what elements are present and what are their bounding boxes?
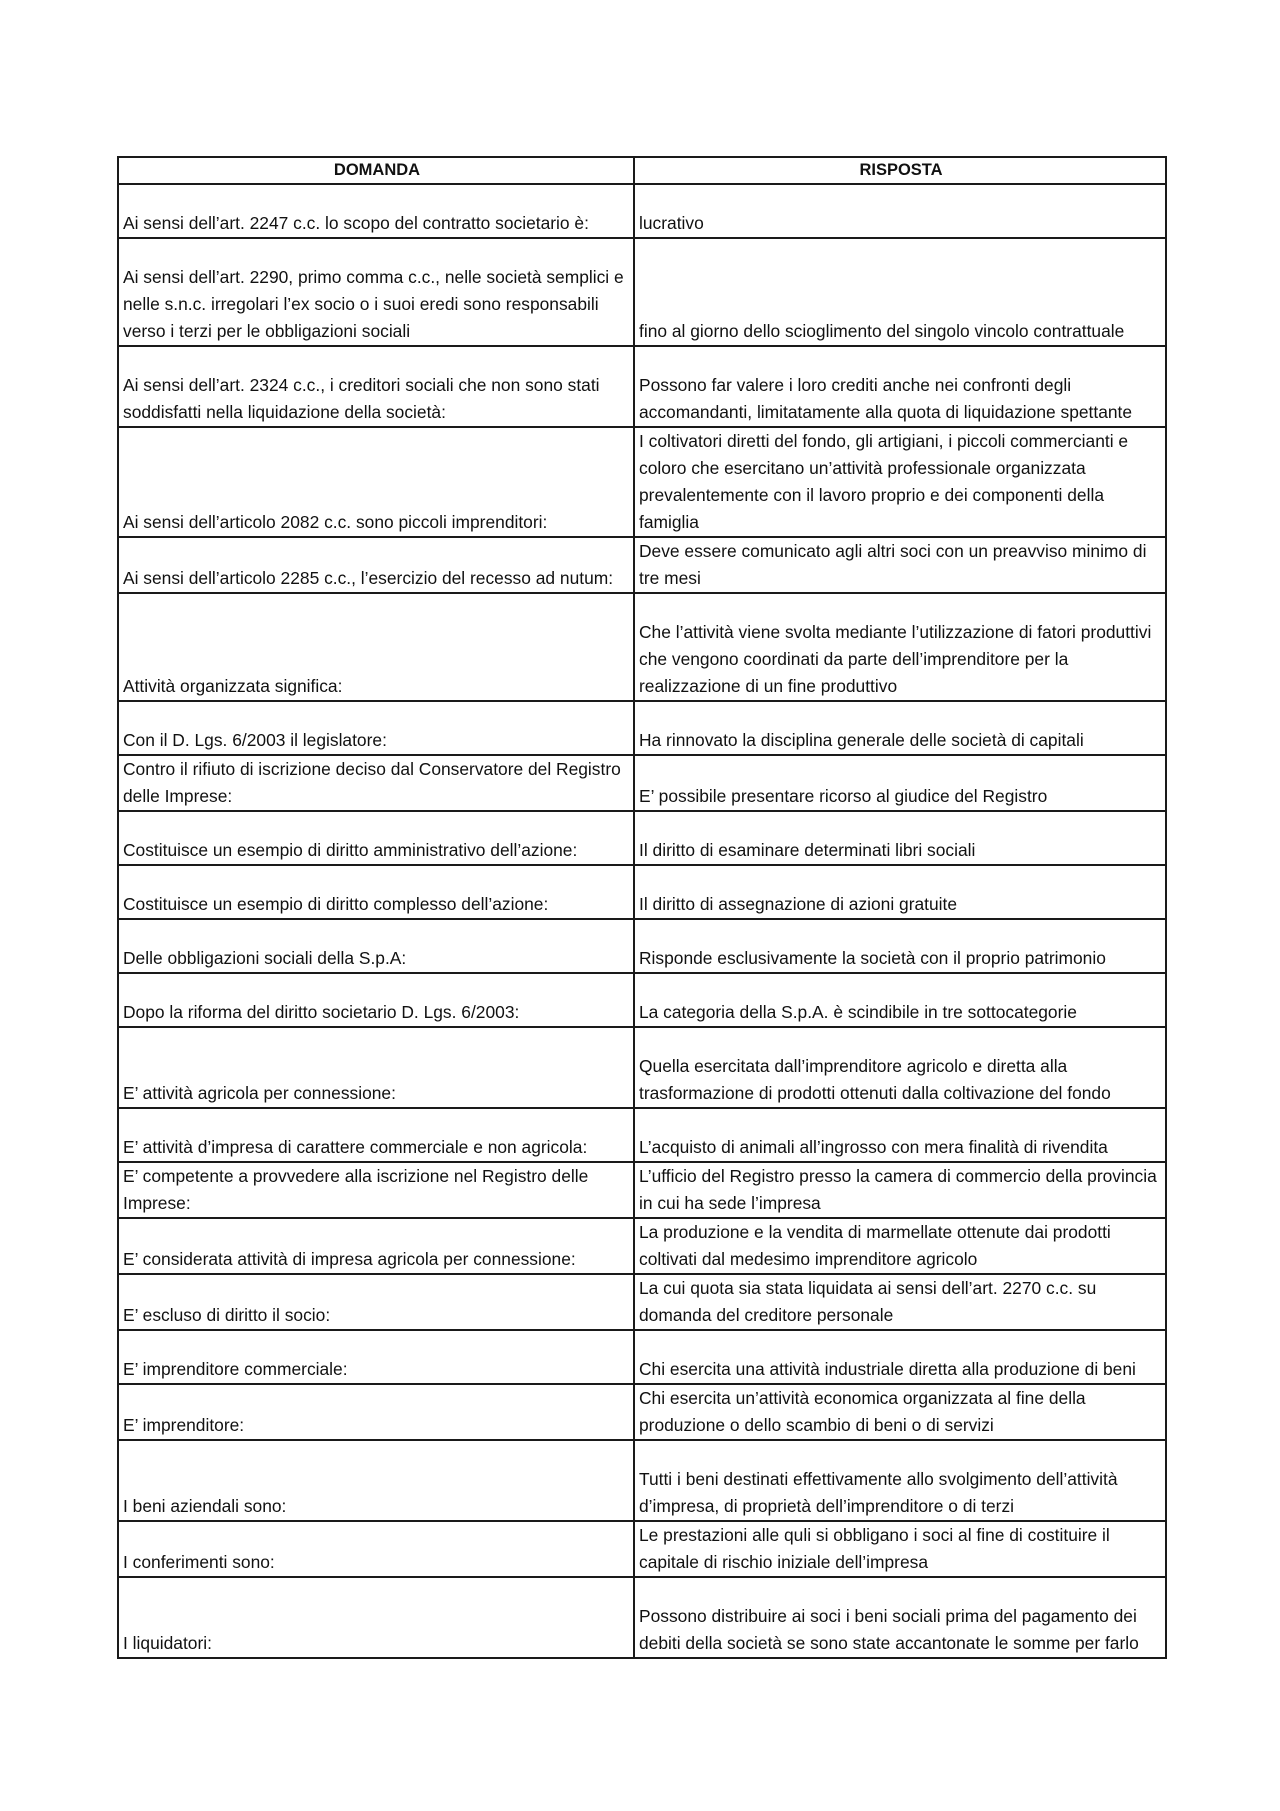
header-row (118, 157, 1166, 184)
question-cell: E’ attività agricola per connessione: (118, 1027, 634, 1108)
answer-cell: Deve essere comunicato agli altri soci con un preavviso minimo di tre mesi (634, 537, 1166, 593)
table-row (118, 346, 1166, 427)
table-row (118, 755, 1166, 811)
table-row (118, 1108, 1166, 1162)
answer-cell: lucrativo (634, 184, 1166, 238)
question-cell: Costituisce un esempio di diritto amministrativo dell’azione: (118, 811, 634, 865)
answer-cell: Ha rinnovato la disciplina generale delle società di capitali (634, 701, 1166, 755)
answer-cell: Il diritto di assegnazione di azioni gratuite (634, 865, 1166, 919)
question-cell: Costituisce un esempio di diritto complesso dell’azione: (118, 865, 634, 919)
answer-cell: Quella esercitata dall’imprenditore agricolo e diretta alla trasformazione di prodotti ottenuti dalla coltivazione del fondo (634, 1027, 1166, 1108)
table-row (118, 1384, 1166, 1440)
table-row (118, 537, 1166, 593)
answer-cell: E’ possibile presentare ricorso al giudice del Registro (634, 755, 1166, 811)
table-row (118, 1521, 1166, 1577)
question-cell: E’ considerata attività di impresa agricola per connessione: (118, 1218, 634, 1274)
table-row (118, 1274, 1166, 1330)
question-cell: E’ escluso di diritto il socio: (118, 1274, 634, 1330)
answer-cell: La produzione e la vendita di marmellate ottenute dai prodotti coltivati dal medesimo imprenditore agricolo (634, 1218, 1166, 1274)
question-cell: E’ competente a provvedere alla iscrizione nel Registro delle Imprese: (118, 1162, 634, 1218)
table-row (118, 701, 1166, 755)
answer-cell: fino al giorno dello scioglimento del singolo vincolo contrattuale (634, 238, 1166, 346)
question-cell: I conferimenti sono: (118, 1521, 634, 1577)
question-cell: Ai sensi dell’art. 2290, primo comma c.c., nelle società semplici e nelle s.n.c. irregolari l’ex socio o i suoi eredi sono responsabili verso i terzi per le obbligazioni sociali (118, 238, 634, 346)
answer-cell: L’acquisto di animali all’ingrosso con mera finalità di rivendita (634, 1108, 1166, 1162)
question-cell: Ai sensi dell’articolo 2082 c.c. sono piccoli imprenditori: (118, 427, 634, 537)
question-cell: E’ imprenditore: (118, 1384, 634, 1440)
table-row (118, 1218, 1166, 1274)
answer-cell: Possono far valere i loro crediti anche nei confronti degli accomandanti, limitatamente alla quota di liquidazione spettante (634, 346, 1166, 427)
answer-cell: Chi esercita una attività industriale diretta alla produzione di beni (634, 1330, 1166, 1384)
qa-table (117, 156, 1167, 1659)
answer-cell: La cui quota sia stata liquidata ai sensi dell’art. 2270 c.c. su domanda del creditore personale (634, 1274, 1166, 1330)
table-row (118, 184, 1166, 238)
question-cell: Ai sensi dell’art. 2247 c.c. lo scopo del contratto societario è: (118, 184, 634, 238)
answer-cell: I coltivatori diretti del fondo, gli artigiani, i piccoli commercianti e coloro che esercitano un’attività professionale organizzata prevalentemente con il lavoro proprio e dei componenti della famiglia (634, 427, 1166, 537)
table-row (118, 919, 1166, 973)
question-cell: Ai sensi dell’articolo 2285 c.c., l’esercizio del recesso ad nutum: (118, 537, 634, 593)
answer-cell: Tutti i beni destinati effettivamente allo svolgimento dell’attività d’impresa, di proprietà dell’imprenditore o di terzi (634, 1440, 1166, 1521)
answer-cell: Il diritto di esaminare determinati libri sociali (634, 811, 1166, 865)
table-row (118, 1440, 1166, 1521)
question-cell: Delle obbligazioni sociali della S.p.A: (118, 919, 634, 973)
table-row (118, 865, 1166, 919)
table-row (118, 811, 1166, 865)
question-cell: Ai sensi dell’art. 2324 c.c., i creditori sociali che non sono stati soddisfatti nella liquidazione della società: (118, 346, 634, 427)
header-answer: RISPOSTA (634, 157, 1166, 184)
answer-cell: La categoria della S.p.A. è scindibile in tre sottocategorie (634, 973, 1166, 1027)
table-row (118, 973, 1166, 1027)
header-question: DOMANDA (118, 157, 634, 184)
answer-cell: Risponde esclusivamente la società con il proprio patrimonio (634, 919, 1166, 973)
question-cell: Contro il rifiuto di iscrizione deciso dal Conservatore del Registro delle Imprese: (118, 755, 634, 811)
table-row (118, 1577, 1166, 1658)
question-cell: E’ imprenditore commerciale: (118, 1330, 634, 1384)
answer-cell: Le prestazioni alle quli si obbligano i soci al fine di costituire il capitale di rischio iniziale dell’impresa (634, 1521, 1166, 1577)
question-cell: Dopo la riforma del diritto societario D. Lgs. 6/2003: (118, 973, 634, 1027)
qa-sheet (117, 156, 1165, 1659)
question-cell: Attività organizzata significa: (118, 593, 634, 701)
question-cell: E’ attività d’impresa di carattere commerciale e non agricola: (118, 1108, 634, 1162)
table-row (118, 593, 1166, 701)
answer-cell: Chi esercita un’attività economica organizzata al fine della produzione o dello scambio di beni o di servizi (634, 1384, 1166, 1440)
answer-cell: Che l’attività viene svolta mediante l’utilizzazione di fatori produttivi che vengono coordinati da parte dell’imprenditore per la realizzazione di un fine produttivo (634, 593, 1166, 701)
table-row (118, 238, 1166, 346)
question-cell: Con il D. Lgs. 6/2003 il legislatore: (118, 701, 634, 755)
table-row (118, 1162, 1166, 1218)
question-cell: I beni aziendali sono: (118, 1440, 634, 1521)
table-body (118, 184, 1166, 1658)
table-row (118, 1330, 1166, 1384)
question-cell: I liquidatori: (118, 1577, 634, 1658)
table-row (118, 427, 1166, 537)
answer-cell: L’ufficio del Registro presso la camera di commercio della provincia in cui ha sede l’impresa (634, 1162, 1166, 1218)
table-row (118, 1027, 1166, 1108)
answer-cell: Possono distribuire ai soci i beni sociali prima del pagamento dei debiti della società se sono state accantonate le somme per farlo (634, 1577, 1166, 1658)
